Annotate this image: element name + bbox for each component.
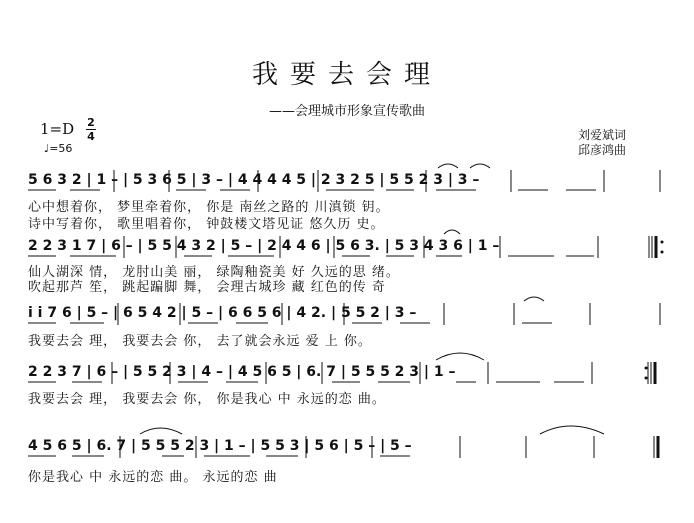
system-3-barlines xyxy=(118,303,660,325)
system-5-notes: 4 5 6 5 | 6. 7 | 5 5 5 2 3 | 1 – | 5 5 3 | 5 6 | 5 – | 5 – xyxy=(28,438,412,454)
system-1-lyrics-verse-1: 心中想着你， 梦里牵着你， 你是 南丝之路的 川滇锁 钥。 xyxy=(28,200,390,215)
system-2-barlines xyxy=(124,236,649,258)
song-subtitle: ——会理城市形象宣传歌曲 xyxy=(268,104,425,119)
system-4-notes: 2 2 3 7 | 6 – | 5 5 2 3 | 4 – | 4 5 6 5 | 6. 7 | 5 5 5 2 3 | 1 – xyxy=(28,364,456,380)
system-1-notes: 5 6 3 2 | 1 – | 5 3 6 5 | 3 – | 4 4 4 4 5 | 2 3 2 5 | 5 5 2 3 | 3 – xyxy=(28,172,480,188)
beam-underlines xyxy=(28,190,596,456)
time-signature-top: 2 xyxy=(87,116,95,129)
system-4-lyrics: 我要去会 理， 我要去会 你， 你是我心 中 永远的恋 曲。 xyxy=(28,392,386,407)
slur-marks xyxy=(140,164,604,434)
composer-credit: 邱彦鸿曲 xyxy=(578,143,627,157)
system-1-lyrics-verse-2: 诗中写着你， 歌里唱着你， 钟鼓楼文塔见证 悠久历 史。 xyxy=(28,217,385,232)
time-signature-bottom: 4 xyxy=(87,130,95,143)
system-4-barlines xyxy=(112,362,648,384)
tempo-mark: ♩=56 xyxy=(44,142,73,155)
system-3-lyrics: 我要去会 理， 我要去会 你， 去了就会永远 爱 上 你。 xyxy=(28,334,372,349)
lyricist-credit: 刘爱斌词 xyxy=(578,128,627,142)
system-2-lyrics-verse-2: 吹起那芦 笙， 跳起蹁脚 舞， 会理古城珍 藏 红色的传 奇 xyxy=(28,280,386,295)
repeat-signs xyxy=(645,236,664,458)
song-title: 我要去会理 xyxy=(251,60,442,90)
system-5-lyrics: 你是我心 中 永远的恋 曲。 永远的恋 曲 xyxy=(28,470,278,485)
system-2-lyrics-verse-1: 仙人湖深 情， 龙肘山美 丽， 绿陶釉瓷美 好 久远的思 绪。 xyxy=(28,265,400,280)
system-1-barlines xyxy=(114,170,660,192)
system-5-barlines xyxy=(120,436,594,458)
key-signature: 1=D xyxy=(40,120,75,138)
system-3-notes: i i 7 6 | 5 – | 6 5 4 2 | 5 – | 6 6 5 6 | 4 2. | 5 5 2 | 3 – xyxy=(28,305,417,321)
system-2-notes: 2 2 3 1 7 | 6 – | 5 5 4 3 2 | 5 – | 2 4 4 6 | 5 6 3. | 5 3 4 3 6 | 1 – xyxy=(28,238,500,254)
